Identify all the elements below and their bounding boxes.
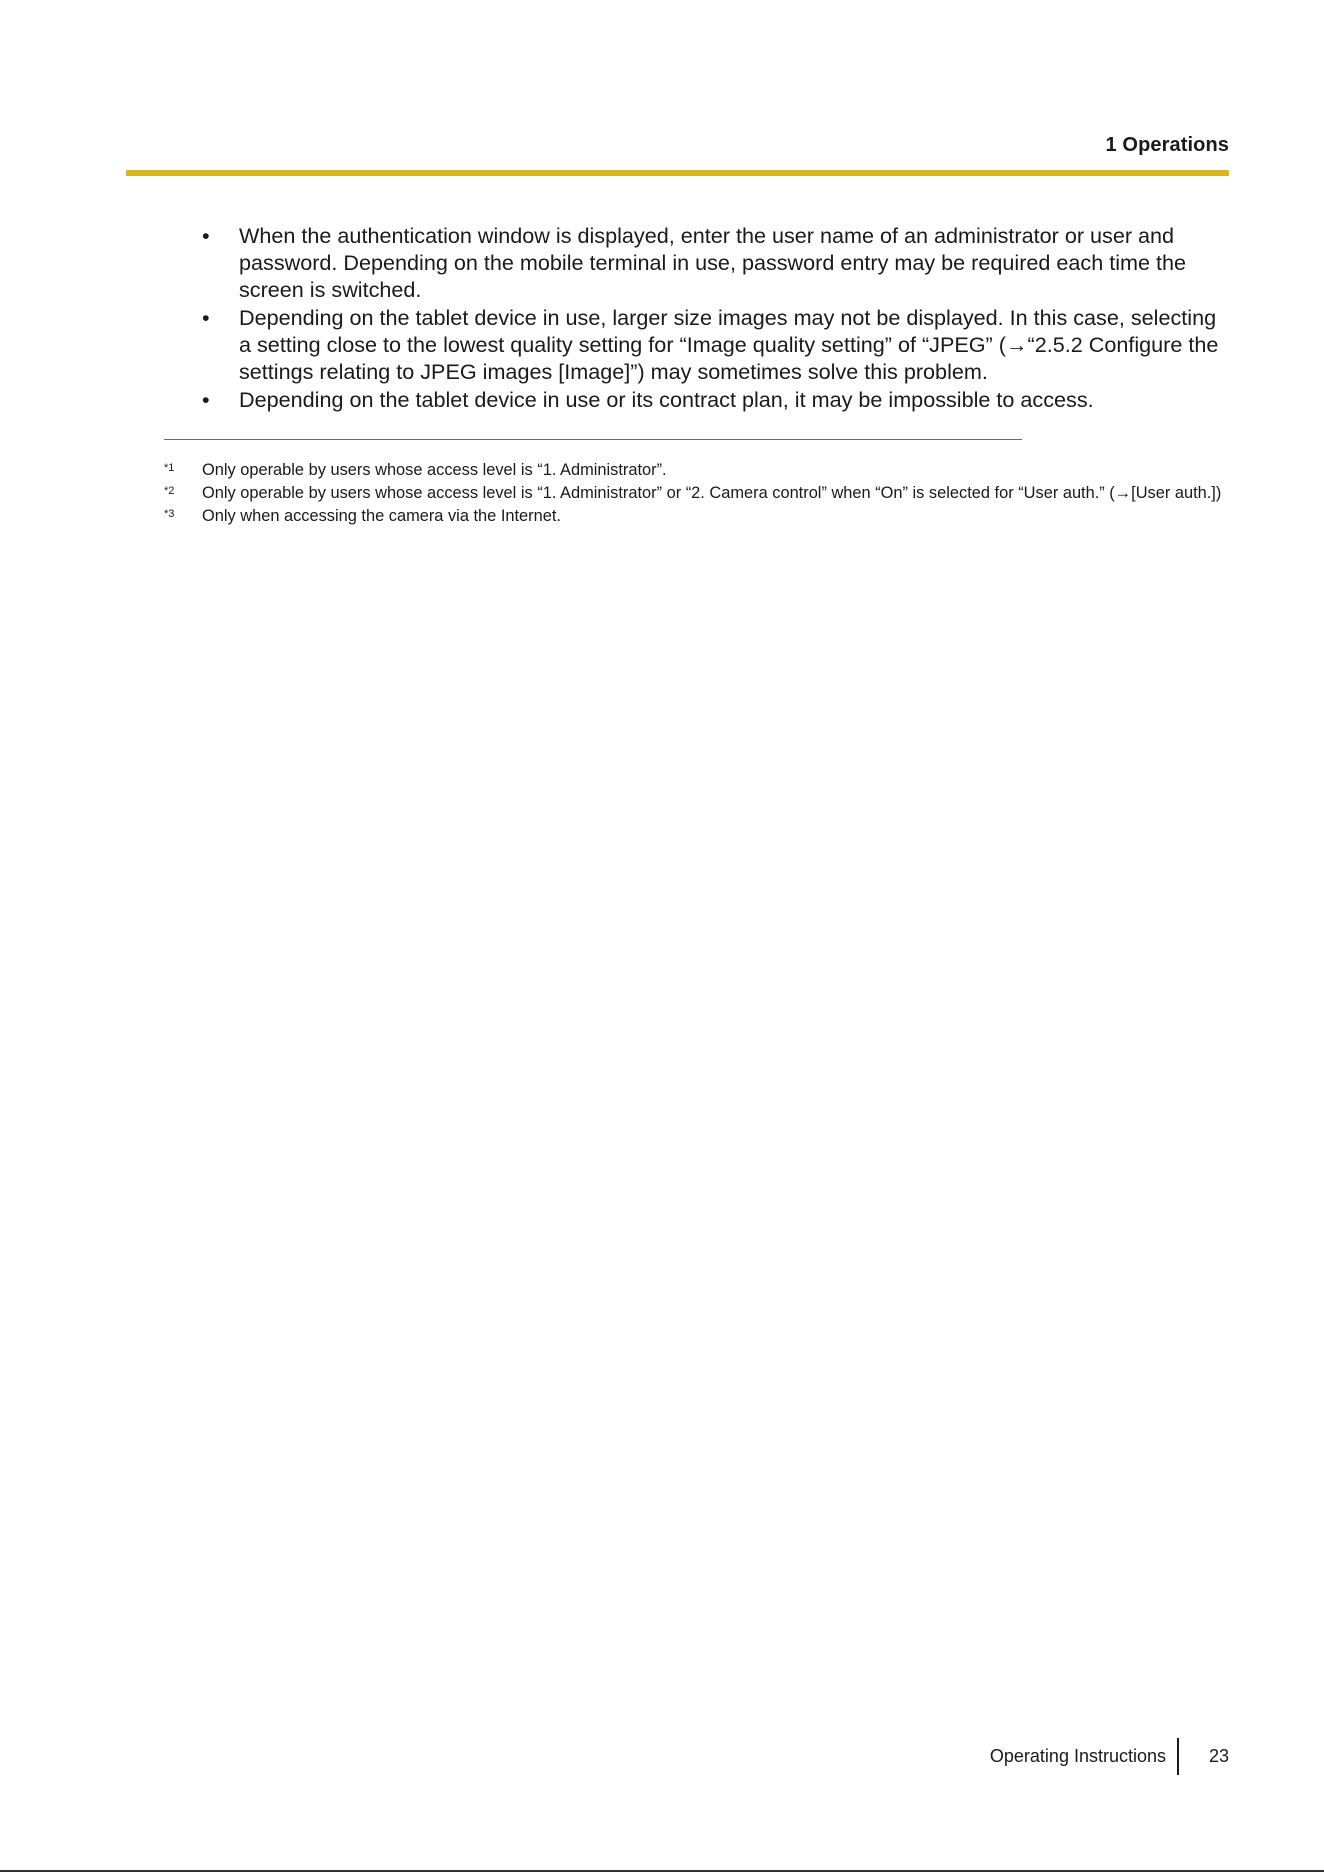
section-title: 1 Operations [1105, 134, 1229, 156]
page-number: 23 [1208, 1746, 1229, 1766]
list-item [202, 304, 1230, 385]
note-list [202, 222, 1230, 414]
footnote-mark: *2 [164, 485, 175, 497]
footnote-text: Only operable by users whose access level is “1. Administrator”. [202, 461, 667, 479]
footnote [164, 459, 1230, 481]
list-item-text: Depending on the tablet device in use, larger size images may not be displayed. In this case, selecting a setting close to the lowest quality setting for “Image quality setting” of “JPEG” (→“2.5.2 Configure the settings relating to JPEG images [Image]”) may sometimes solve this problem. [239, 305, 1219, 384]
list-item [202, 222, 1230, 303]
footnotes [164, 459, 1230, 528]
footnote-divider [164, 439, 1022, 440]
list-item-text: When the authentication window is displayed, enter the user name of an administrator or user and password. Depending on the mobile terminal in use, password entry may be required each time the screen is switched. [239, 223, 1187, 302]
footnote-mark: *3 [164, 508, 175, 520]
list-item [202, 386, 1230, 413]
footnote-mark: *1 [164, 462, 175, 474]
document-label: Operating Instructions [989, 1746, 1166, 1766]
bullet-icon: • [202, 387, 210, 412]
footnote [164, 505, 1230, 527]
list-item-text: Depending on the tablet device in use or its contract plan, it may be impossible to access. [239, 387, 1094, 412]
bullet-icon: • [202, 223, 210, 248]
footer-separator [1177, 1738, 1179, 1775]
header-divider [126, 170, 1229, 176]
bullet-icon: • [202, 305, 210, 330]
footnote-text: Only when accessing the camera via the Internet. [202, 507, 561, 525]
footnote-text: Only operable by users whose access level is “1. Administrator” or “2. Camera control” when “On” is selected for “User auth.” (→[User auth.]) [202, 484, 1222, 502]
footnote [164, 482, 1230, 504]
